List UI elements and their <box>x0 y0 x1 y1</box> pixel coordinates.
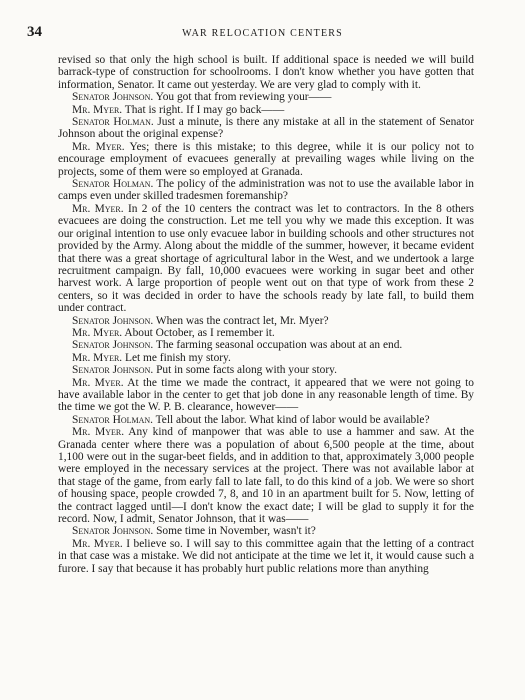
paragraph <box>58 141 474 178</box>
paragraph-text: That is right. If I may go back—— <box>122 103 285 116</box>
speaker-name: Senator Johnson. <box>72 525 154 538</box>
speaker-name: Senator Johnson. <box>72 91 154 104</box>
body-text <box>58 54 474 575</box>
page-header <box>27 24 498 42</box>
paragraph-text: Yes; there is this mistake; to this degree, while it is our policy not to encourage employment of evacuees generally at prevailing wages while living on the projects, some of them were so employed at Granada. <box>58 140 475 178</box>
paragraph <box>58 178 474 203</box>
speaker-name: Mr. Myer. <box>72 376 124 389</box>
paragraph-text: In 2 of the 10 centers the contract was let to contractors. In the 8 others evacuees are doing the construction. Let me tell you why we made this exception. It was our original intention to use only evacuee labor in building schools and other structures not provided by the Army. Along about the middle of the summer, however, it became evident that there was a great shortage of agricultural labor in the West, and we undertook a large recruitment campaign. By fall, 10,000 evacuees were working in sugar beet and other harvest work. A large proportion of people went out on that type of work from these 2 centers, so it was decided in order to have the schools ready by late fall, to build them under contract. <box>58 202 474 315</box>
speaker-name: Mr. Myer. <box>72 103 123 116</box>
speaker-name: Mr. Myer. <box>72 326 123 339</box>
paragraph-text: When was the contract let, Mr. Myer? <box>153 314 329 327</box>
paragraph-text: The policy of the administration was not to use the available labor in camps even under skilled tradesmen foremanship? <box>58 178 474 203</box>
paragraph <box>58 525 474 537</box>
speaker-name: Senator Johnson. <box>72 314 154 327</box>
paragraph-text: Put in some facts along with your story. <box>153 364 337 377</box>
paragraph <box>58 104 474 116</box>
paragraph-text: Any kind of manpower that was able to use a hammer and saw. At the Granada center where there was a population of about 6,500 people at the time, about 1,100 were out in the sugar-beet fields, and in addition to that, approximately 3,000 people were employed in the necessary services at the project. There was not available labor at that stage of the game, from early fall to late fall, to do this kind of a job. We were so short of housing space, people crowded 7, 8, and 10 in an apartment built for 5. Now, letting of the contract lagged until—I don't know the exact date; I will be glad to supply it for the record. Now, I admit, Senator Johnson, that it was—— <box>58 426 474 526</box>
speaker-name: Senator Holman. <box>72 116 154 129</box>
speaker-name: Mr. Myer. <box>72 202 124 215</box>
paragraph <box>58 339 474 351</box>
speaker-name: Mr. Myer. <box>72 351 123 364</box>
speaker-name: Senator Holman. <box>72 413 153 426</box>
paragraph-text: About October, as I remember it. <box>122 326 275 339</box>
paragraph-text: I believe so. I will say to this committee again that the letting of a contract in that case was a mistake. We did not anticipate at the time we let it, it would cause such a furore. I say that because it has probably hurt public relations more than anything <box>58 537 474 575</box>
paragraph-text: The farming seasonal occupation was about at an end. <box>153 339 403 352</box>
paragraph <box>58 54 474 91</box>
paragraph <box>58 377 474 414</box>
speaker-name: Senator Johnson. <box>72 339 154 352</box>
speaker-name: Mr. Myer. <box>72 537 123 550</box>
paragraph-text: Some time in November, wasn't it? <box>153 525 316 538</box>
page-number: 34 <box>27 24 42 40</box>
paragraph <box>58 327 474 339</box>
paragraph-text: You got that from reviewing your—— <box>153 91 332 104</box>
paragraph-text: Let me finish my story. <box>122 351 231 364</box>
paragraph <box>58 426 474 525</box>
paragraph <box>58 352 474 364</box>
speaker-name: Mr. Myer. <box>72 140 125 153</box>
paragraph <box>58 364 474 376</box>
paragraph <box>58 538 474 575</box>
speaker-name: Mr. Myer. <box>72 426 125 439</box>
paragraph-text: At the time we made the contract, it appeared that we were not going to have available labor in the center to get that job done in any reasonable length of time. By the time we got the W. P. B. clearance, however—— <box>58 376 474 414</box>
paragraph <box>58 91 474 103</box>
speaker-name: Senator Holman. <box>72 178 154 191</box>
running-head: WAR RELOCATION CENTERS <box>182 28 343 39</box>
paragraph-text: revised so that only the high school is built. If additional space is needed we will build barrack-type of construction for schoolrooms. I don't know whether you have gotten that information, Senator. It came out yesterday. We are very glad to comply with it. <box>58 54 474 91</box>
paragraph <box>58 116 474 141</box>
paragraph-text: Just a minute, is there any mistake at all in the statement of Senator Johnson about the original expense? <box>58 116 475 141</box>
paragraph <box>58 414 474 426</box>
paragraph-text: Tell about the labor. What kind of labor would be available? <box>153 413 430 426</box>
paragraph <box>58 203 474 315</box>
paragraph <box>58 315 474 327</box>
speaker-name: Senator Johnson. <box>72 364 154 377</box>
